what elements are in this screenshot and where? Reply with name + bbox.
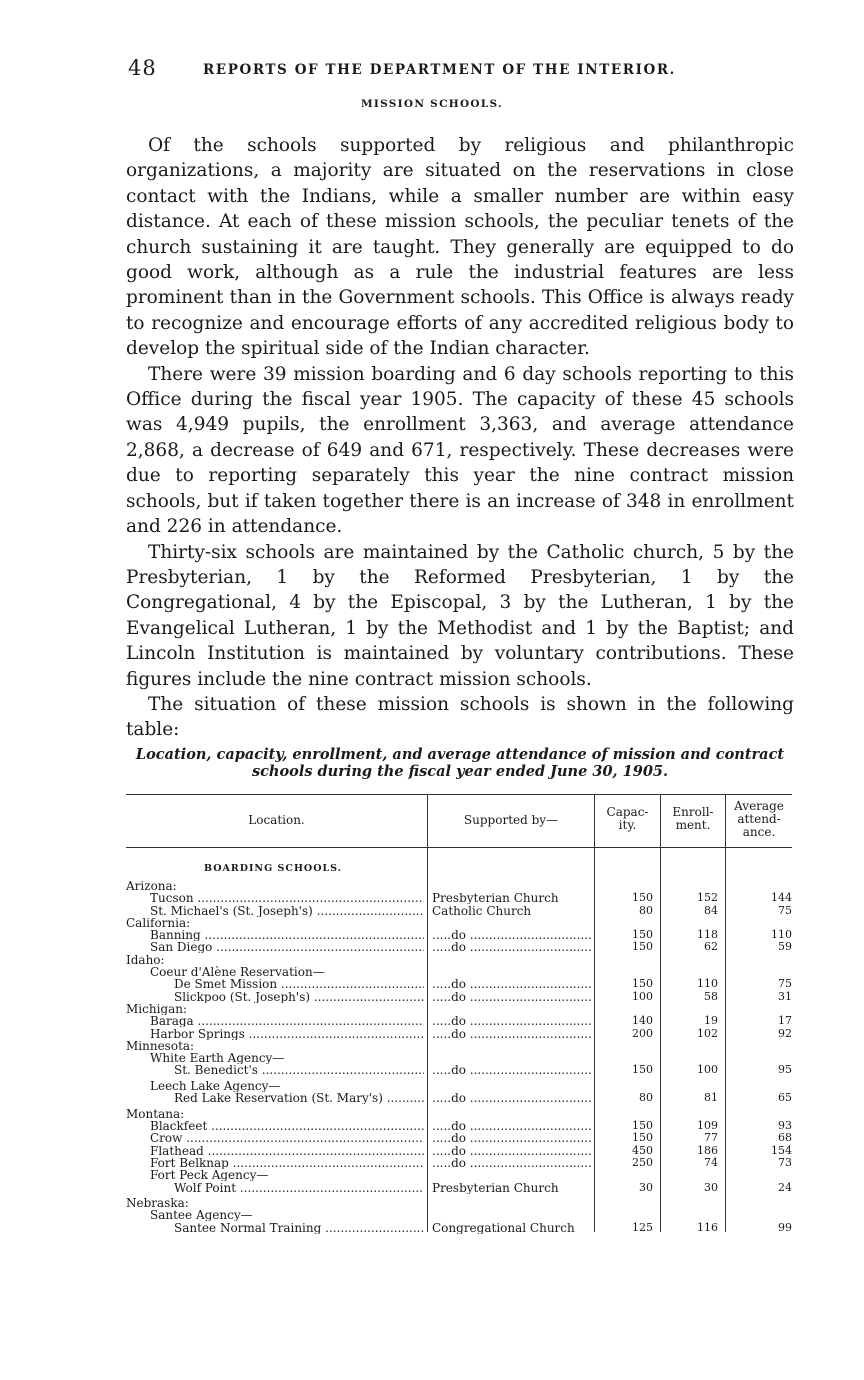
table-top-rule [126, 794, 792, 795]
cell-enrollment: 152 [697, 891, 718, 905]
table-row [126, 978, 794, 990]
table-row [126, 1157, 794, 1169]
table-row [126, 929, 794, 941]
running-head: REPORTS OF THE DEPARTMENT OF THE INTERIOR. [203, 62, 676, 78]
cell-enrollment: 84 [704, 903, 718, 917]
table-row [126, 1028, 794, 1040]
table-row [126, 917, 794, 929]
cell-enrollment: 58 [704, 989, 718, 1003]
header-capacity: Capac- ity. [606, 805, 649, 832]
cell-enrollment: 81 [704, 1091, 718, 1105]
page-header [128, 56, 728, 84]
table-row [126, 1169, 794, 1181]
cell-enrollment: 186 [697, 1143, 718, 1157]
cell-supported-by: Presbyterian Church [432, 892, 559, 905]
cell-supported-by: Presbyterian Church [432, 1181, 559, 1194]
table-body [126, 880, 794, 1237]
cell-enrollment: 74 [704, 1155, 718, 1169]
paragraph: The situation of these mission schools is shown in the following table: [126, 693, 794, 741]
cell-location: Arizona: [126, 880, 177, 892]
schools-table [126, 794, 794, 1234]
cell-location: Santee Agency— [150, 1209, 253, 1222]
cell-capacity: 80 [639, 1091, 653, 1105]
cell-location: Banning ..... [126, 929, 424, 941]
cell-capacity: 140 [632, 1014, 653, 1028]
cell-location: De Smet Mission ..... [126, 978, 424, 990]
cell-capacity: 450 [632, 1143, 653, 1157]
table-row [126, 1064, 794, 1080]
cell-location: Tucson ..... [126, 892, 424, 904]
cell-supported-by: .....do ..... [432, 941, 592, 953]
cell-location: Slickpoo (St. Joseph's) ..... [126, 991, 424, 1003]
cell-location: White Earth Agency— [150, 1052, 285, 1065]
table-row [126, 1132, 794, 1144]
header-attendance: Average attend- ance. [734, 799, 784, 839]
cell-capacity: 150 [632, 928, 653, 942]
cell-capacity: 150 [632, 940, 653, 954]
cell-location: Fort Belknap ..... [126, 1157, 424, 1169]
cell-enrollment: 102 [697, 1026, 718, 1040]
cell-attendance: 73 [778, 1155, 792, 1169]
section-title: MISSION SCHOOLS. [361, 98, 503, 110]
cell-attendance: 17 [778, 1014, 792, 1028]
cell-attendance: 92 [778, 1026, 792, 1040]
table-row [126, 1222, 794, 1238]
table-row [126, 1040, 794, 1052]
cell-capacity: 100 [632, 989, 653, 1003]
cell-location: Coeur d'Alène Reservation— [150, 966, 325, 979]
header-location: Location. [248, 813, 305, 827]
cell-capacity: 150 [632, 1063, 653, 1077]
table-row [126, 1080, 794, 1092]
cell-supported-by: .....do ..... [432, 1092, 592, 1104]
cell-supported-by: .....do ..... [432, 991, 592, 1003]
table-row [126, 892, 794, 904]
cell-supported-by: .....do ..... [432, 978, 592, 990]
paragraph: Thirty-six schools are maintained by the Catholic church, 5 by the Presbyterian, 1 by the Reformed Presbyterian, 1 by the Congregational, 4 by the Episcopal, 3 by the Lutheran, 1 by the Evangelical Lutheran, 1 by the Methodist and 1 by the Baptist; and Lincoln Institution is maintained by voluntary contributions. These figures include the nine contract mission schools. [126, 541, 794, 690]
cell-supported-by: .....do ..... [432, 1145, 592, 1157]
table-row [126, 1209, 794, 1221]
table-row [126, 1197, 794, 1209]
cell-supported-by: .....do ..... [432, 1157, 592, 1169]
cell-enrollment: 77 [704, 1131, 718, 1145]
cell-attendance: 99 [778, 1220, 792, 1234]
cell-supported-by: .....do ..... [432, 1064, 592, 1076]
cell-attendance: 68 [778, 1131, 792, 1145]
cell-attendance: 93 [778, 1119, 792, 1133]
cell-location: Fort Peck Agency— [150, 1169, 269, 1182]
cell-enrollment: 62 [704, 940, 718, 954]
cell-capacity: 150 [632, 977, 653, 991]
cell-location: California: [126, 916, 191, 929]
cell-capacity: 250 [632, 1155, 653, 1169]
cell-enrollment: 100 [697, 1063, 718, 1077]
cell-capacity: 125 [632, 1220, 653, 1234]
cell-location: Michigan: [126, 1002, 188, 1015]
cell-supported-by: .....do ..... [432, 1132, 592, 1144]
cell-capacity: 80 [639, 903, 653, 917]
cell-location: Wolf Point ..... [126, 1182, 424, 1194]
table-row [126, 905, 794, 917]
cell-attendance: 144 [771, 891, 792, 905]
cell-supported-by: .....do ..... [432, 1015, 592, 1027]
table-subheading: BOARDING SCHOOLS. [204, 863, 342, 874]
cell-location: Nebraska: [126, 1197, 189, 1210]
cell-location: Santee Normal Training ..... [126, 1222, 424, 1234]
page-number: 48 [128, 56, 157, 80]
cell-supported-by: .....do ..... [432, 1028, 592, 1040]
table-row [126, 1003, 794, 1015]
header-supported-by: Supported by— [463, 813, 559, 827]
table-row [126, 1092, 794, 1108]
cell-capacity: 150 [632, 1131, 653, 1145]
cell-attendance: 31 [778, 989, 792, 1003]
cell-enrollment: 118 [697, 928, 718, 942]
table-row [126, 941, 794, 953]
cell-supported-by: .....do ..... [432, 929, 592, 941]
cell-enrollment: 19 [704, 1014, 718, 1028]
table-row [126, 1015, 794, 1027]
cell-attendance: 59 [778, 940, 792, 954]
table-row [126, 966, 794, 978]
cell-capacity: 150 [632, 1119, 653, 1133]
cell-supported-by: .....do ..... [432, 1120, 592, 1132]
table-row [126, 1108, 794, 1120]
table-row [126, 954, 794, 966]
cell-capacity: 200 [632, 1026, 653, 1040]
header-enrollment: Enroll- ment. [672, 805, 714, 832]
table-row [126, 1052, 794, 1064]
body-text [126, 133, 794, 743]
cell-location: St. Benedict's ..... [126, 1064, 424, 1076]
table-row [126, 880, 794, 892]
cell-location: Flathead ..... [126, 1145, 424, 1157]
cell-enrollment: 30 [704, 1180, 718, 1194]
cell-location: St. Michael's (St. Joseph's) ..... [126, 905, 424, 917]
cell-capacity: 150 [632, 891, 653, 905]
cell-supported-by: Congregational Church [432, 1221, 575, 1234]
cell-enrollment: 116 [697, 1220, 718, 1234]
cell-attendance: 75 [778, 903, 792, 917]
cell-enrollment: 109 [697, 1119, 718, 1133]
cell-location: Montana: [126, 1107, 185, 1120]
cell-location: Blackfeet ..... [126, 1120, 424, 1132]
cell-location: San Diego ..... [126, 941, 424, 953]
table-row [126, 1145, 794, 1157]
cell-location: Baraga ..... [126, 1015, 424, 1027]
table-caption: Location, capacity, enrollment, and average attendance of mission and contract schools during the fiscal year ended June 30, 1905. [135, 746, 785, 780]
cell-enrollment: 110 [697, 977, 718, 991]
table-row [126, 991, 794, 1003]
cell-location: Minnesota: [126, 1039, 195, 1052]
cell-location: Crow ..... [126, 1132, 424, 1144]
paragraph: Of the schools supported by religious and philanthropic organizations, a majority are situated on the reservations in close contact with the Indians, while a smaller number are within easy distance. At each of these mission schools, the peculiar tenets of the church sustaining it are taught. They generally are equipped to do good work, although as a rule the industrial features are less prominent than in the Government schools. This Office is always ready to recognize and encourage efforts of any accredited religious body to develop the spiritual side of the Indian character. [126, 135, 794, 360]
cell-attendance: 75 [778, 977, 792, 991]
cell-location: Harbor Springs ..... [126, 1028, 424, 1040]
table-row [126, 1120, 794, 1132]
cell-attendance: 95 [778, 1063, 792, 1077]
cell-location: Leech Lake Agency— [150, 1079, 281, 1092]
cell-attendance: 65 [778, 1091, 792, 1105]
paragraph: There were 39 mission boarding and 6 day schools reporting to this Office during the fiscal year 1905. The capacity of these 45 schools was 4,949 pupils, the enrollment 3,363, and average attendance 2,868, a decrease of 649 and 671, respectively. These decreases were due to reporting separately this year the nine contract mission schools, but if taken together there is an increase of 348 in enrollment and 226 in attendance. [126, 363, 794, 538]
table-row [126, 1182, 794, 1198]
cell-location: Red Lake Reservation (St. Mary's) ..... [126, 1092, 424, 1104]
cell-attendance: 110 [771, 928, 792, 942]
cell-attendance: 154 [771, 1143, 792, 1157]
cell-supported-by: Catholic Church [432, 904, 532, 917]
cell-location: Idaho: [126, 953, 165, 966]
header-bottom-rule [126, 847, 792, 848]
cell-capacity: 30 [639, 1180, 653, 1194]
cell-attendance: 24 [778, 1180, 792, 1194]
